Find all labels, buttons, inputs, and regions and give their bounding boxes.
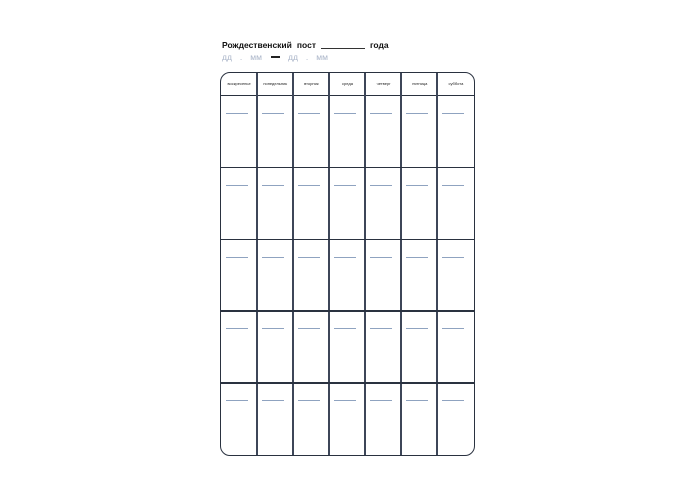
day-cell[interactable] [365, 382, 401, 454]
weekday-header: пятница [412, 81, 428, 86]
day-cell[interactable] [437, 310, 473, 382]
date-range [222, 50, 336, 64]
day-number-line [298, 328, 320, 329]
year-blank-field[interactable] [321, 39, 365, 49]
day-number-line [298, 400, 320, 401]
day-number-line [298, 113, 320, 114]
day-number-line [334, 400, 356, 401]
day-number-line [226, 113, 248, 114]
day-cell[interactable] [365, 310, 401, 382]
day-number-line [334, 113, 356, 114]
day-number-line [226, 257, 248, 258]
start-day-placeholder[interactable]: дд [222, 52, 232, 62]
day-number-line [370, 185, 392, 186]
day-number-line [442, 185, 464, 186]
day-number-line [262, 257, 284, 258]
calendar-page [172, 0, 528, 500]
day-cell[interactable] [437, 239, 473, 311]
weekday-header: воскресенье [227, 81, 251, 86]
day-cell[interactable] [293, 382, 329, 454]
day-number-line [226, 400, 248, 401]
day-number-line [298, 185, 320, 186]
weekday-header: вторник [304, 81, 319, 86]
day-cell[interactable] [257, 310, 293, 382]
day-cell[interactable] [329, 167, 365, 239]
start-date-separator: . [239, 52, 243, 62]
day-cell[interactable] [329, 382, 365, 454]
day-cell[interactable] [401, 95, 437, 167]
day-number-line [370, 257, 392, 258]
day-number-line [370, 400, 392, 401]
day-cell[interactable] [437, 382, 473, 454]
day-number-line [370, 328, 392, 329]
day-cell[interactable] [437, 167, 473, 239]
day-cell[interactable] [329, 95, 365, 167]
day-number-line [334, 185, 356, 186]
day-cell[interactable] [401, 239, 437, 311]
day-cell[interactable] [221, 167, 257, 239]
day-cell[interactable] [257, 239, 293, 311]
title-suffix: года [369, 40, 389, 50]
range-dash [271, 56, 280, 58]
day-cell[interactable] [293, 310, 329, 382]
day-cell[interactable] [329, 310, 365, 382]
day-cell[interactable] [221, 239, 257, 311]
day-cell[interactable] [221, 95, 257, 167]
title-prefix: Рождественский [222, 40, 292, 50]
day-cell[interactable] [365, 239, 401, 311]
end-date-separator: . [305, 52, 309, 62]
day-cell[interactable] [365, 95, 401, 167]
page-title [222, 36, 389, 50]
day-cell[interactable] [221, 382, 257, 454]
day-cell[interactable] [293, 239, 329, 311]
day-number-line [406, 400, 428, 401]
day-number-line [442, 113, 464, 114]
start-month-placeholder[interactable]: мм [250, 52, 262, 62]
day-number-line [406, 328, 428, 329]
day-cell[interactable] [257, 167, 293, 239]
day-cell[interactable] [293, 167, 329, 239]
weekday-header: понедельник [263, 81, 288, 86]
day-number-line [406, 257, 428, 258]
day-cell[interactable] [257, 382, 293, 454]
day-cell[interactable] [221, 310, 257, 382]
day-number-line [298, 257, 320, 258]
title-word: пост [296, 40, 316, 50]
day-number-line [370, 113, 392, 114]
weekday-header: среда [342, 81, 353, 86]
day-number-line [442, 400, 464, 401]
day-cell[interactable] [329, 239, 365, 311]
day-number-line [406, 113, 428, 114]
day-cell[interactable] [365, 167, 401, 239]
day-number-line [442, 328, 464, 329]
end-day-placeholder[interactable]: дд [287, 52, 298, 62]
day-number-line [334, 257, 356, 258]
day-cell[interactable] [401, 382, 437, 454]
day-cell[interactable] [293, 95, 329, 167]
weekday-header: четверг [376, 81, 391, 86]
day-number-line [334, 328, 356, 329]
day-cell[interactable] [401, 167, 437, 239]
day-number-line [262, 400, 284, 401]
day-cell[interactable] [257, 95, 293, 167]
weekday-header: суббота [448, 81, 464, 86]
day-number-line [262, 328, 284, 329]
day-number-line [406, 185, 428, 186]
day-number-line [262, 185, 284, 186]
end-month-placeholder[interactable]: мм [316, 52, 328, 62]
day-number-line [226, 185, 248, 186]
day-number-line [226, 328, 248, 329]
day-number-line [442, 257, 464, 258]
day-number-line [262, 113, 284, 114]
day-cell[interactable] [437, 95, 473, 167]
calendar-grid [220, 72, 475, 456]
day-cell[interactable] [401, 310, 437, 382]
